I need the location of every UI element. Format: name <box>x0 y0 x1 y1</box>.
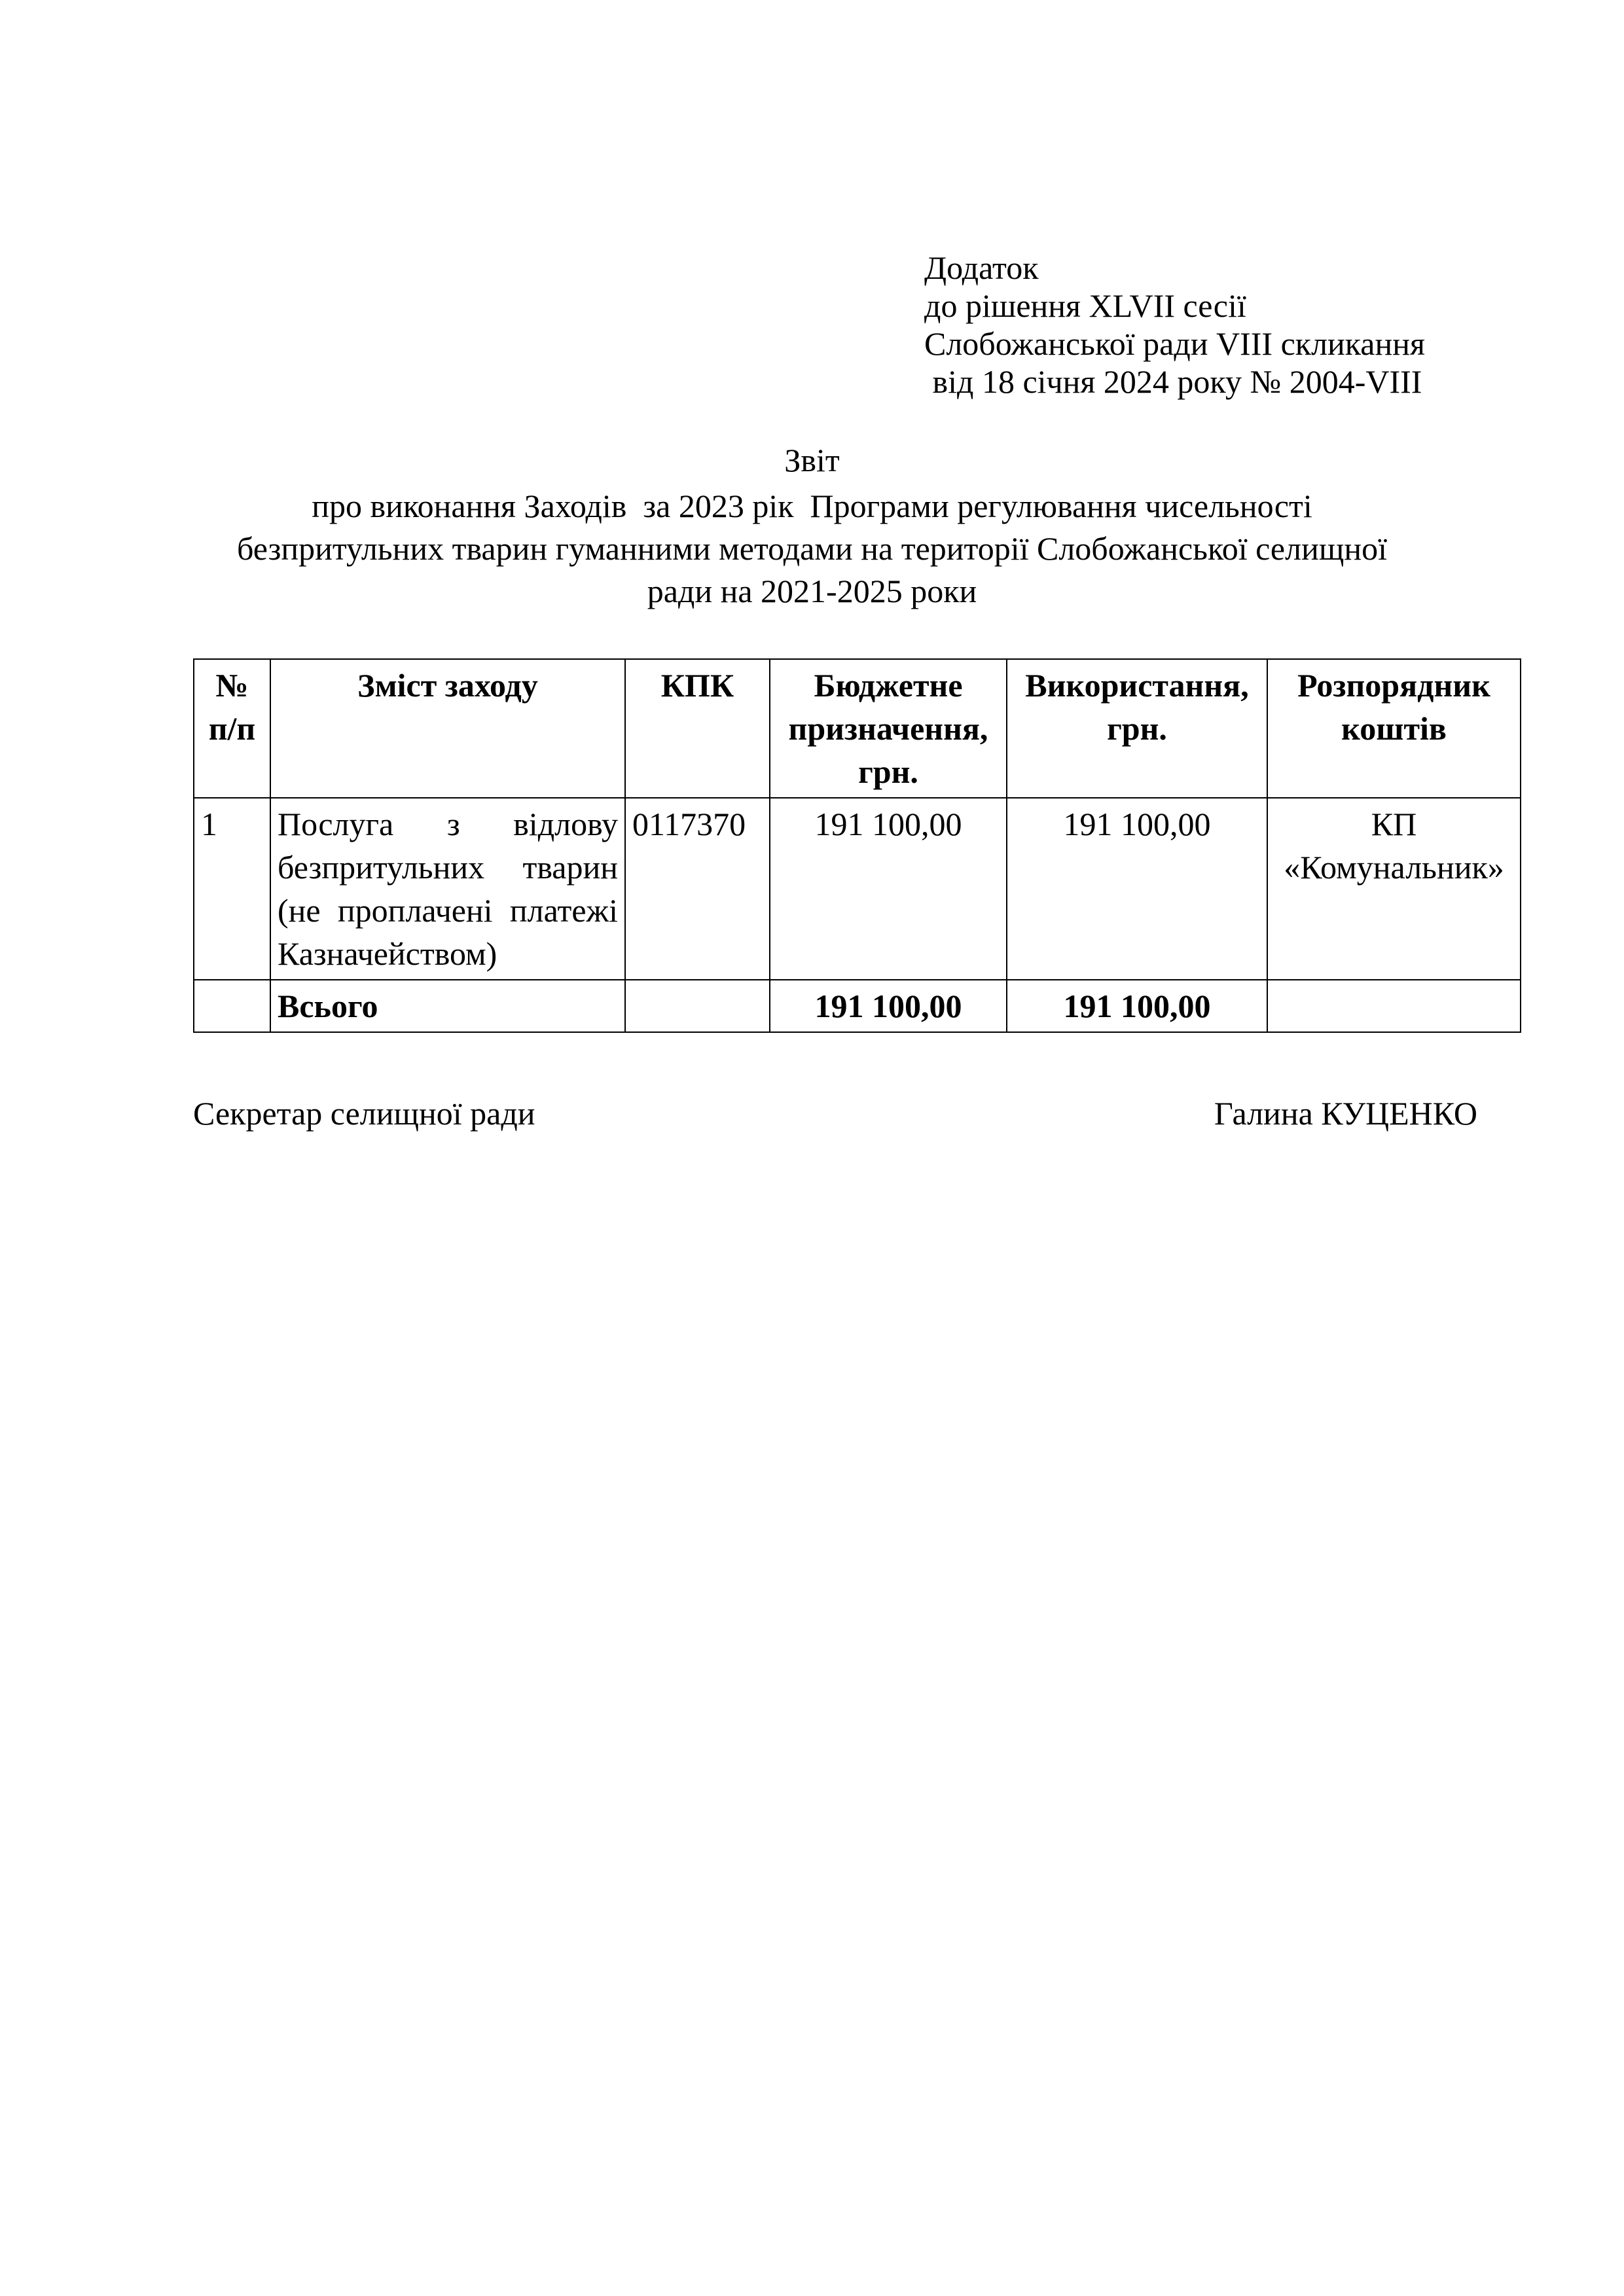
appendix-line: Слобожанської ради VIII скликання <box>924 325 1426 362</box>
report-subtitle-line: про виконання Заходів за 2023 рік Програми регулювання чисельності <box>312 488 1312 524</box>
table-row <box>194 798 1521 980</box>
appendix-line: Додаток <box>924 249 1039 286</box>
total-label: Всього <box>270 980 625 1032</box>
manager-line: КП <box>1371 806 1417 842</box>
cell-num: 1 <box>194 798 270 980</box>
total-manager <box>1267 980 1521 1032</box>
content-line: Казначейством) <box>278 935 497 972</box>
cell-content <box>270 798 625 980</box>
signature-position: Секретар селищної ради <box>193 1095 535 1132</box>
total-budget: 191 100,00 <box>770 980 1007 1032</box>
cell-budget: 191 100,00 <box>770 798 1007 980</box>
appendix-line: від 18 січня 2024 року № 2004-VIII <box>924 363 1422 400</box>
appendix-block <box>924 249 1425 401</box>
cell-kpk: 0117370 <box>625 798 770 980</box>
total-used: 191 100,00 <box>1007 980 1267 1032</box>
header-used: Використання, грн. <box>1007 659 1267 798</box>
content-line: Послуга з відлову <box>278 806 618 842</box>
content-line: безпритульних тварин <box>278 849 618 886</box>
signature-name: Галина КУЦЕНКО <box>1214 1095 1477 1132</box>
total-num <box>194 980 270 1032</box>
report-table <box>193 658 1521 1033</box>
cell-used: 191 100,00 <box>1007 798 1267 980</box>
header-kpk: КПК <box>625 659 770 798</box>
manager-line: «Комунальник» <box>1284 849 1504 886</box>
total-kpk <box>625 980 770 1032</box>
appendix-line: до рішення XLVII сесії <box>924 287 1246 324</box>
report-title: Звіт <box>784 442 840 478</box>
header-content: Зміст заходу <box>270 659 625 798</box>
content-line: (не проплачені платежі <box>278 892 618 929</box>
total-row <box>194 980 1521 1032</box>
table-header-row <box>194 659 1521 798</box>
report-subtitle-line: безпритульних тварин гуманними методами на території Слобожанської селищної <box>237 530 1387 567</box>
report-subtitle-line: ради на 2021-2025 роки <box>647 573 977 609</box>
header-num: № п/п <box>194 659 270 798</box>
cell-manager <box>1267 798 1521 980</box>
header-manager: Розпорядник коштів <box>1267 659 1521 798</box>
header-budget: Бюджетне призначення, грн. <box>770 659 1007 798</box>
